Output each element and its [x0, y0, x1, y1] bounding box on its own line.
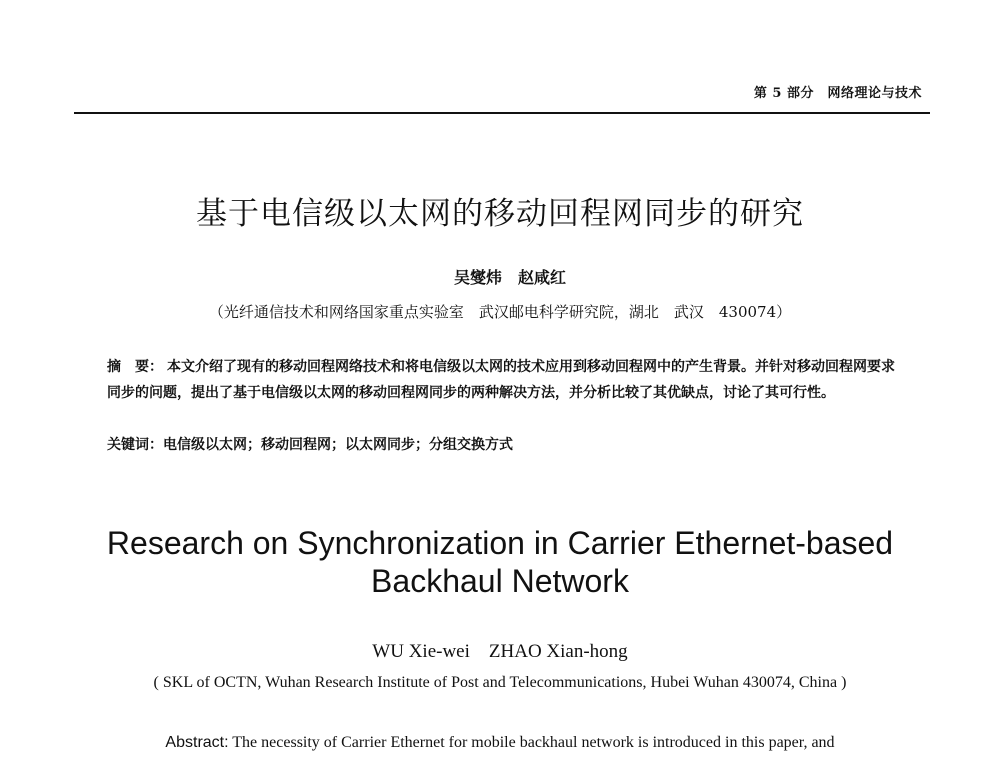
- abstract-en: [0, 734, 1000, 752]
- keywords-cn-text: 电信级以太网；移动回程网；以太网同步；分组交换方式: [163, 437, 513, 453]
- keywords-cn-label: 关键词：: [107, 437, 163, 453]
- affiliation-cn: （光纤通信技术和网络国家重点实验室 武汉邮电科学研究院，湖北 武汉 430074）: [208, 303, 792, 321]
- abstract-en-label: Abstract:: [165, 734, 229, 751]
- paper-title-cn: 基于电信级以太网的移动回程网同步的研究: [196, 196, 804, 232]
- abstract-cn-text: 本文介绍了现有的移动回程网络技术和将电信级以太网的技术应用到移动回程网中的产生背景。并针对移动回程网要求同步的问题，提出了基于电信级以太网的移动回程网同步的两种解决方法，并分析比较了其优缺点，讨论了其可行性。: [107, 359, 895, 401]
- running-header-section: 第 5 部分 网络理论与技术: [753, 86, 922, 101]
- abstract-en-text: The necessity of Carrier Ethernet for mobile backhaul network is introduced in this paper, and: [232, 734, 835, 751]
- authors-cn: 吴燮炜 赵咸红: [453, 268, 566, 287]
- keywords-cn: [107, 432, 897, 458]
- paper-title-en: Research on Synchronization in Carrier Ethernet-based Backhaul Network: [106, 525, 894, 599]
- paper-title-en-block: [0, 524, 1000, 600]
- header-rule: [74, 112, 930, 114]
- abstract-cn-label: 摘 要：: [107, 359, 163, 375]
- abstract-cn: [107, 354, 897, 406]
- affiliation-en: ( SKL of OCTN, Wuhan Research Institute of Post and Telecommunications, Hubei Wuhan 430074, China ): [153, 674, 847, 691]
- authors-en: WU Xie-wei ZHAO Xian-hong: [372, 641, 628, 662]
